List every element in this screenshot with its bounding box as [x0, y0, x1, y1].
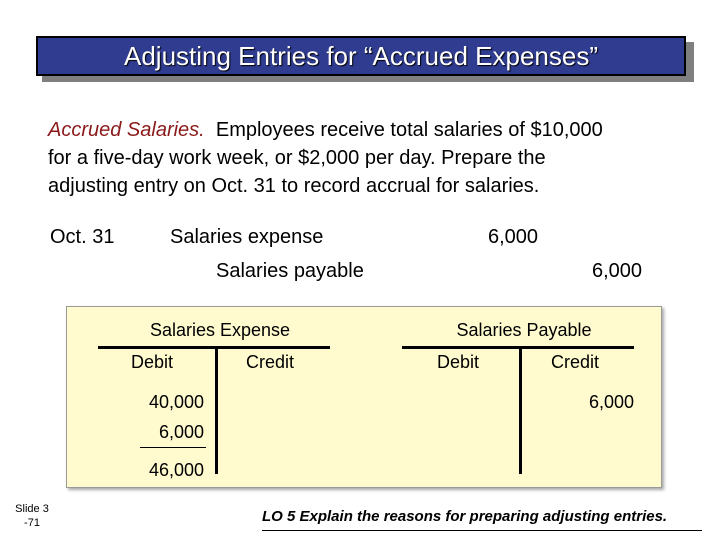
slide-number-line-1: Slide 3	[15, 503, 49, 515]
journal-credit-amount: 6,000	[592, 260, 643, 282]
title-banner	[36, 36, 686, 76]
slide-number	[8, 502, 56, 530]
expense-total-rule	[140, 447, 206, 448]
intro-line-3: adjusting entry on Oct. 31 to record accrual for salaries.	[48, 175, 540, 197]
journal-debit-amount: 6,000	[488, 226, 539, 248]
payable-credit-value: 6,000	[588, 392, 634, 412]
journal-credit-account: Salaries payable	[216, 260, 364, 282]
intro-paragraph	[48, 116, 698, 200]
payable-debit-label: Debit	[437, 352, 480, 372]
expense-debit-label: Debit	[131, 352, 174, 372]
payable-t-top	[402, 346, 634, 349]
expense-debit-value: 6,000	[158, 422, 204, 442]
expense-account-name: Salaries Expense	[149, 320, 291, 340]
page-title: Adjusting Entries for “Accrued Expenses”	[124, 40, 598, 71]
expense-credit-label: Credit	[246, 352, 295, 372]
expense-t-stem	[215, 346, 218, 474]
journal-date: Oct. 31	[50, 226, 115, 248]
learning-objective-rule	[262, 530, 702, 531]
intro-line-2: for a five-day work week, or $2,000 per day. Prepare the	[48, 147, 546, 169]
payable-credit-label: Credit	[551, 352, 600, 372]
intro-line-1	[48, 116, 698, 144]
intro-line-1-rest: Employees receive total salaries of $10,000	[204, 119, 603, 141]
intro-lead: Accrued Salaries.	[48, 119, 205, 141]
expense-t-top	[98, 346, 330, 349]
slide-number-line-2: -71	[24, 517, 40, 529]
payable-t-stem	[519, 346, 522, 474]
expense-debit-total: 46,000	[148, 460, 204, 480]
expense-debit-value: 40,000	[148, 392, 204, 412]
learning-objective: LO 5 Explain the reasons for preparing adjusting entries.	[262, 508, 668, 525]
payable-account-name: Salaries Payable	[456, 320, 592, 340]
journal-debit-account: Salaries expense	[170, 226, 324, 248]
